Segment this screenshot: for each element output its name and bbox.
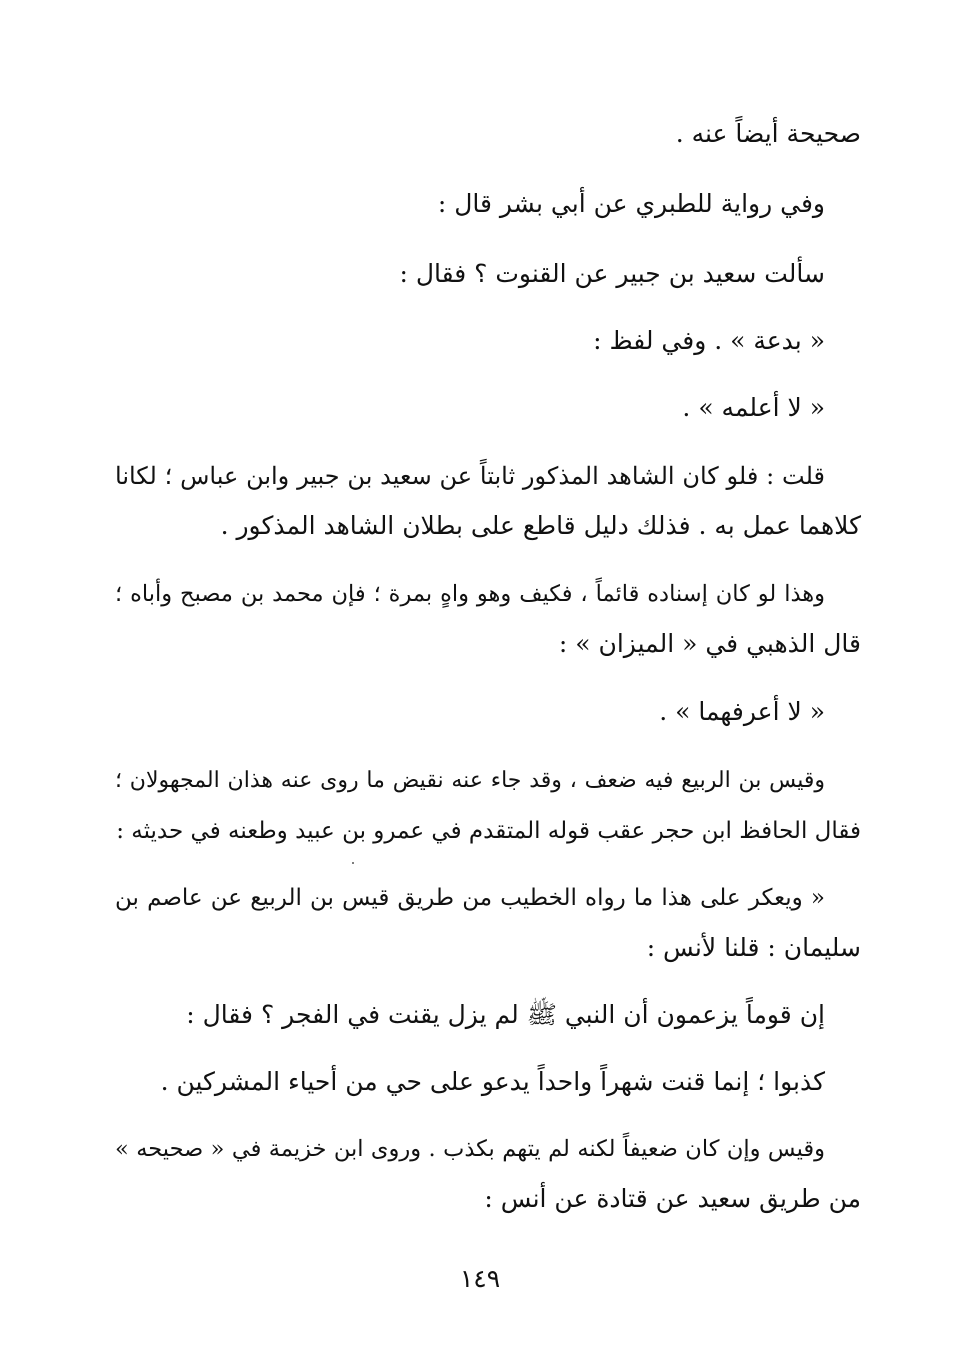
text-line: كلاهما عمل به . فذلك دليل قاطع على بطلان الشاهد المذكور . <box>220 511 861 540</box>
text-line: من طريق سعيد عن قتادة عن أنس : <box>484 1184 861 1213</box>
scan-speck <box>352 862 354 864</box>
page-number: ١٤٩ <box>459 1264 501 1293</box>
text-line: سليمان : قلنا لأنس : <box>646 933 861 962</box>
text-line: إن قوماً يزعمون أن النبي ﷺ لم يزل يقنت في الفجر ؟ فقال : <box>186 1000 825 1029</box>
text-line: « بدعة » . وفي لفظ : <box>593 326 825 355</box>
text-line: وفي رواية للطبري عن أبي بشر قال : <box>437 189 825 218</box>
text-line: وقيس بن الربيع فيه ضعف ، وقد جاء عنه نقيض ما روى عنه هذان المجهولان ؛ <box>115 768 825 793</box>
text-line: « ويعكر على هذا ما رواه الخطيب من طريق قيس بن الربيع عن عاصم بن <box>115 885 825 911</box>
text-line: صحيحة أيضاً عنه . <box>675 119 861 148</box>
text-line: وهذا لو كان إسناده قائماً ، فكيف وهو واهٍ بمرة ؛ فإن محمد بن مصبح وأباه ؛ <box>115 581 825 607</box>
text-line: « لا أعرفهما » . <box>659 697 825 726</box>
text-line: كذبوا ؛ إنما قنت شهراً واحداً يدعو على حي من أحياء المشركين . <box>160 1067 825 1096</box>
text-line: وقيس وإن كان ضعيفاً لكنه لم يتهم بكذب . وروى ابن خزيمة في « صحيحه » <box>115 1136 825 1162</box>
text-line: قال الذهبي في « الميزان » : <box>558 629 861 658</box>
text-line: قلت : فلو كان الشاهد المذكور ثابتاً عن سعيد بن جبير وابن عباس ؛ لكانا <box>115 462 825 490</box>
text-line: سألت سعيد بن جبير عن القنوت ؟ فقال : <box>399 259 825 288</box>
text-line: « لا أعلمه » . <box>682 393 825 422</box>
text-line: فقال الحافظ ابن حجر عقب قوله المتقدم في عمرو بن عبيد وطعنه في حديثه : <box>116 818 861 844</box>
